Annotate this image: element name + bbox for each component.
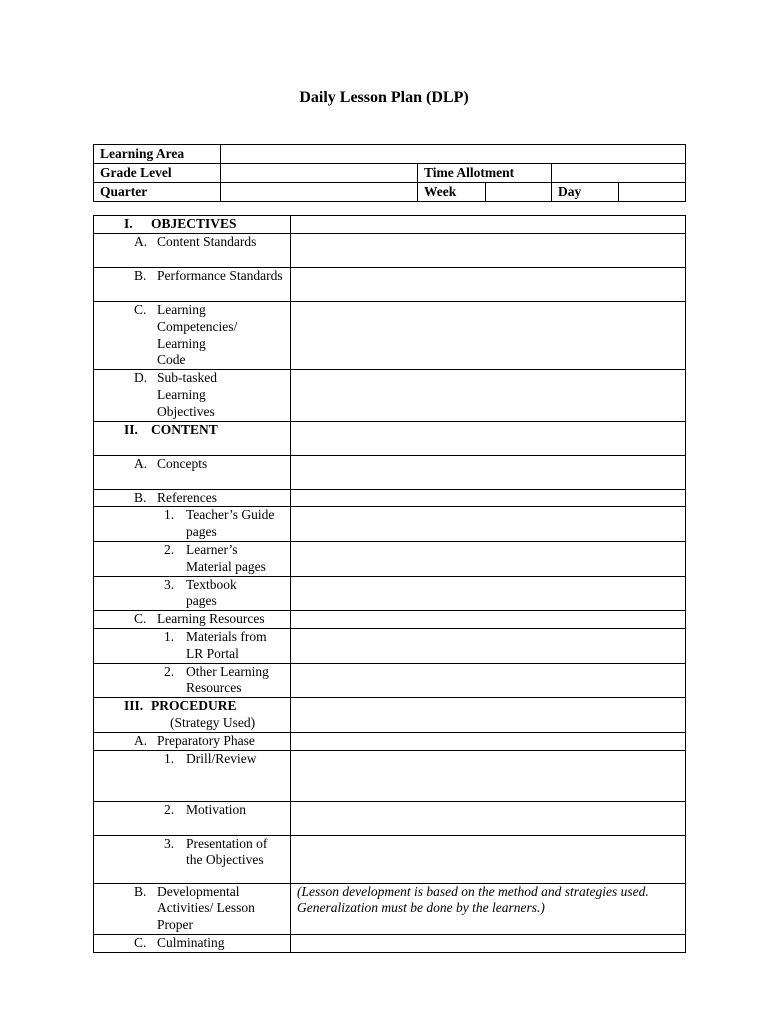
day-field[interactable]	[619, 183, 686, 202]
developmental-activities-field[interactable]	[291, 883, 686, 934]
grade-level-label: Grade Level	[94, 164, 221, 183]
table-row	[94, 216, 686, 234]
table-row	[94, 934, 686, 952]
preparatory-phase-field[interactable]	[291, 732, 686, 750]
learning-competencies-field[interactable]	[291, 302, 686, 370]
references-label: B. References	[94, 489, 291, 507]
table-row	[94, 732, 686, 750]
table-row	[94, 268, 686, 302]
culminating-field[interactable]	[291, 934, 686, 952]
textbook-label: 3. Textbook pages	[94, 576, 291, 611]
table-row	[94, 576, 686, 611]
preparatory-phase-label: A. Preparatory Phase	[94, 732, 291, 750]
learning-competencies-label: C. Learning Competencies/ Learning Code	[94, 302, 291, 370]
concepts-label: A. Concepts	[94, 455, 291, 489]
learning-area-label: Learning Area	[94, 145, 221, 164]
content-standards-field[interactable]	[291, 234, 686, 268]
presentation-label: 3. Presentation of the Objectives	[94, 835, 291, 883]
lesson-plan-table	[93, 215, 686, 953]
learning-area-field[interactable]	[221, 145, 686, 164]
table-row	[94, 628, 686, 663]
developmental-activities-label: B. Developmental Activities/ Lesson Proper	[94, 883, 291, 934]
table-row	[94, 611, 686, 629]
time-allotment-field[interactable]	[552, 164, 686, 183]
procedure-heading: III. PROCEDURE (Strategy Used)	[94, 698, 291, 733]
learning-resources-field[interactable]	[291, 611, 686, 629]
teachers-guide-label: 1. Teacher’s Guide pages	[94, 507, 291, 542]
other-resources-label: 2. Other Learning Resources	[94, 663, 291, 698]
day-label: Day	[552, 183, 619, 202]
objectives-heading: I. OBJECTIVES	[94, 216, 291, 234]
time-allotment-label: Time Allotment	[418, 164, 552, 183]
performance-standards-label: B. Performance Standards	[94, 268, 291, 302]
performance-standards-field[interactable]	[291, 268, 686, 302]
sub-tasked-objectives-field[interactable]	[291, 370, 686, 421]
motivation-label: 2. Motivation	[94, 801, 291, 835]
table-row	[94, 750, 686, 801]
table-row	[94, 507, 686, 542]
table-row	[94, 489, 686, 507]
references-field[interactable]	[291, 489, 686, 507]
content-heading: II. CONTENT	[94, 421, 291, 455]
week-label: Week	[418, 183, 486, 202]
presentation-field[interactable]	[291, 835, 686, 883]
procedure-subtitle: (Strategy Used)	[170, 714, 256, 730]
lr-portal-field[interactable]	[291, 628, 686, 663]
table-row	[94, 801, 686, 835]
teachers-guide-field[interactable]	[291, 507, 686, 542]
table-row	[94, 234, 686, 268]
learners-material-label: 2. Learner’s Material pages	[94, 541, 291, 576]
culminating-label: C. Culminating	[94, 934, 291, 952]
page-title: Daily Lesson Plan (DLP)	[299, 89, 469, 106]
table-row	[94, 663, 686, 698]
lr-portal-label: 1. Materials from LR Portal	[94, 628, 291, 663]
content-standards-label: A. Content Standards	[94, 234, 291, 268]
concepts-field[interactable]	[291, 455, 686, 489]
objectives-field[interactable]	[291, 216, 686, 234]
quarter-label: Quarter	[94, 183, 221, 202]
sub-tasked-objectives-label: D. Sub-tasked Learning Objectives	[94, 370, 291, 421]
learning-resources-label: C. Learning Resources	[94, 611, 291, 629]
grade-level-field[interactable]	[221, 164, 418, 183]
learners-material-field[interactable]	[291, 541, 686, 576]
content-field[interactable]	[291, 421, 686, 455]
quarter-field[interactable]	[221, 183, 418, 202]
table-row	[94, 541, 686, 576]
table-row	[94, 302, 686, 370]
procedure-field[interactable]	[291, 698, 686, 733]
table-row	[94, 421, 686, 455]
table-row	[94, 835, 686, 883]
table-row	[94, 370, 686, 421]
drill-review-field[interactable]	[291, 750, 686, 801]
table-row	[94, 455, 686, 489]
textbook-field[interactable]	[291, 576, 686, 611]
table-row	[94, 698, 686, 733]
header-info-table	[93, 144, 686, 202]
other-resources-field[interactable]	[291, 663, 686, 698]
table-row	[94, 883, 686, 934]
drill-review-label: 1. Drill/Review	[94, 750, 291, 801]
week-field[interactable]	[486, 183, 552, 202]
developmental-note: (Lesson development is based on the method and strategies used. Generalization must be done by the learners.)	[297, 883, 649, 916]
motivation-field[interactable]	[291, 801, 686, 835]
